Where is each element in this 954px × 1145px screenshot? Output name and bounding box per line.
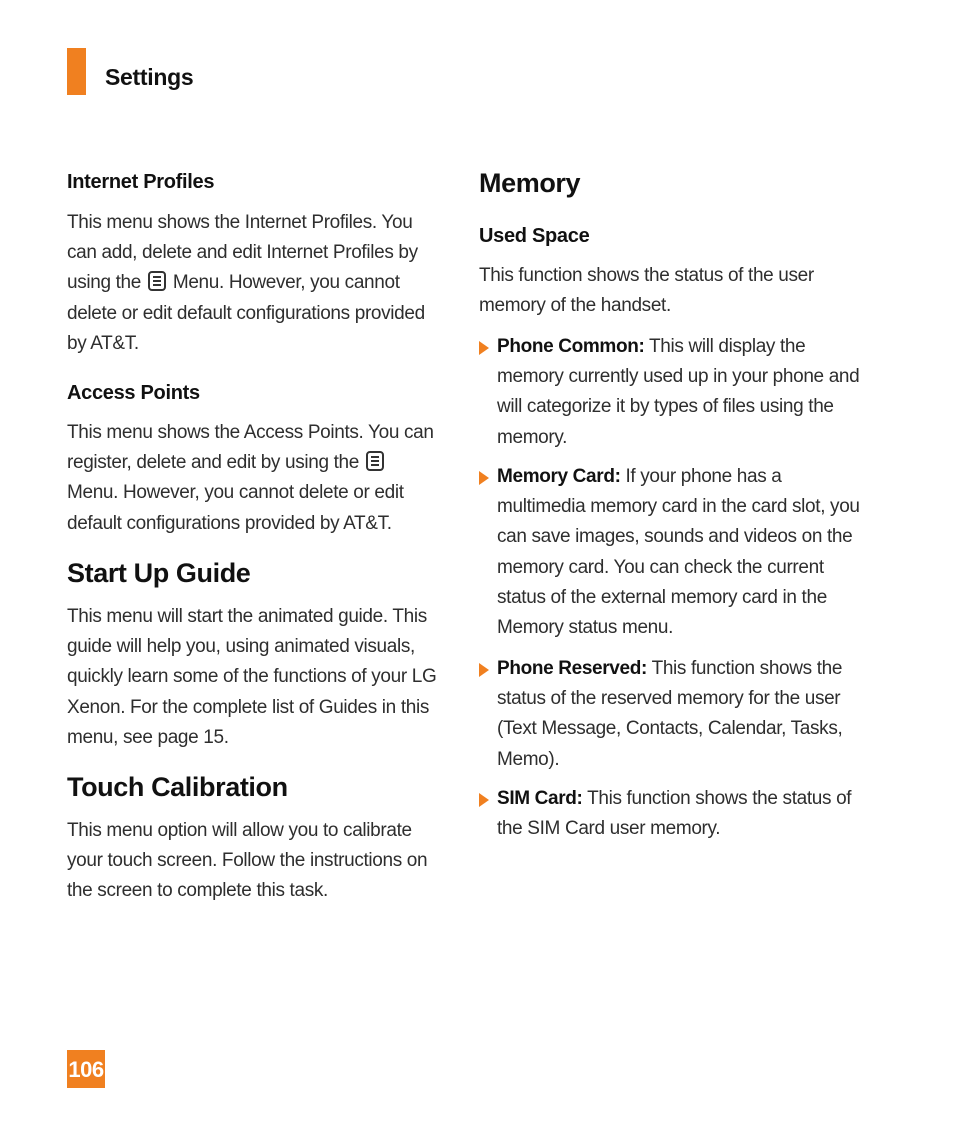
access-points-text-part1: This menu shows the Access Points. You can register, delete and edit by using the <box>67 422 434 474</box>
access-points-text-part2: Menu. However, you cannot delete or edit default configurations provided by AT&T. <box>67 482 404 534</box>
internet-profiles-text <box>67 208 439 359</box>
internet-profiles-text-part1: This menu shows the Internet Profiles. You can add, delete and edit Internet Profiles by using the <box>67 212 418 294</box>
touch-calibration-text: This menu option will allow you to calibrate your touch screen. Follow the instructions on the screen to complete this task. <box>67 820 428 902</box>
bullet-body: If your phone has a multimedia memory card in the card slot, you can save images, sounds and videos on the memory card. You can check the current status of the external memory card in the Memory status menu. <box>497 466 860 639</box>
menu-key-icon <box>148 271 166 291</box>
access-points-heading: Access Points <box>67 382 200 404</box>
memory-heading: Memory <box>479 168 581 198</box>
bullet-label: Memory Card: <box>497 466 621 487</box>
bullet-body: This function shows the status of the reserved memory for the user (Text Message, Contacts, Calendar, Tasks, Memo). <box>497 658 843 770</box>
bullet-text <box>497 462 861 643</box>
start-up-guide-heading: Start Up Guide <box>67 558 251 588</box>
bullet-body: This function shows the status of the SIM Card user memory. <box>497 788 852 840</box>
bullet-label: SIM Card: <box>497 788 583 809</box>
access-points-text <box>67 418 437 539</box>
bullet-label: Phone Reserved: <box>497 658 647 679</box>
bullet-body: This will display the memory currently used up in your phone and will categorize it by types of files using the memory. <box>497 336 860 448</box>
bullet-triangle-icon <box>479 793 489 807</box>
internet-profiles-text-part2: Menu. However, you cannot delete or edit default configurations provided by AT&T. <box>67 272 425 354</box>
menu-key-icon <box>366 451 384 471</box>
used-space-text: This function shows the status of the user memory of the handset. <box>479 265 814 317</box>
section-accent-bar <box>67 48 86 95</box>
bullet-triangle-icon <box>479 663 489 677</box>
touch-calibration-heading: Touch Calibration <box>67 772 288 802</box>
bullet-triangle-icon <box>479 471 489 485</box>
bullet-triangle-icon <box>479 341 489 355</box>
page-number: 106 <box>67 1050 105 1088</box>
used-space-heading: Used Space <box>479 225 590 247</box>
bullet-label: Phone Common: <box>497 336 645 357</box>
internet-profiles-heading: Internet Profiles <box>67 171 215 193</box>
bullet-text <box>497 784 861 844</box>
start-up-guide-text: This menu will start the animated guide. This guide will help you, using animated visuals, quickly learn some of the functions of your LG Xenon. For the complete list of Guides in this menu, see page 15. <box>67 606 437 748</box>
bullet-text <box>497 654 861 775</box>
bullet-text <box>497 332 861 453</box>
section-title: Settings <box>105 64 194 90</box>
